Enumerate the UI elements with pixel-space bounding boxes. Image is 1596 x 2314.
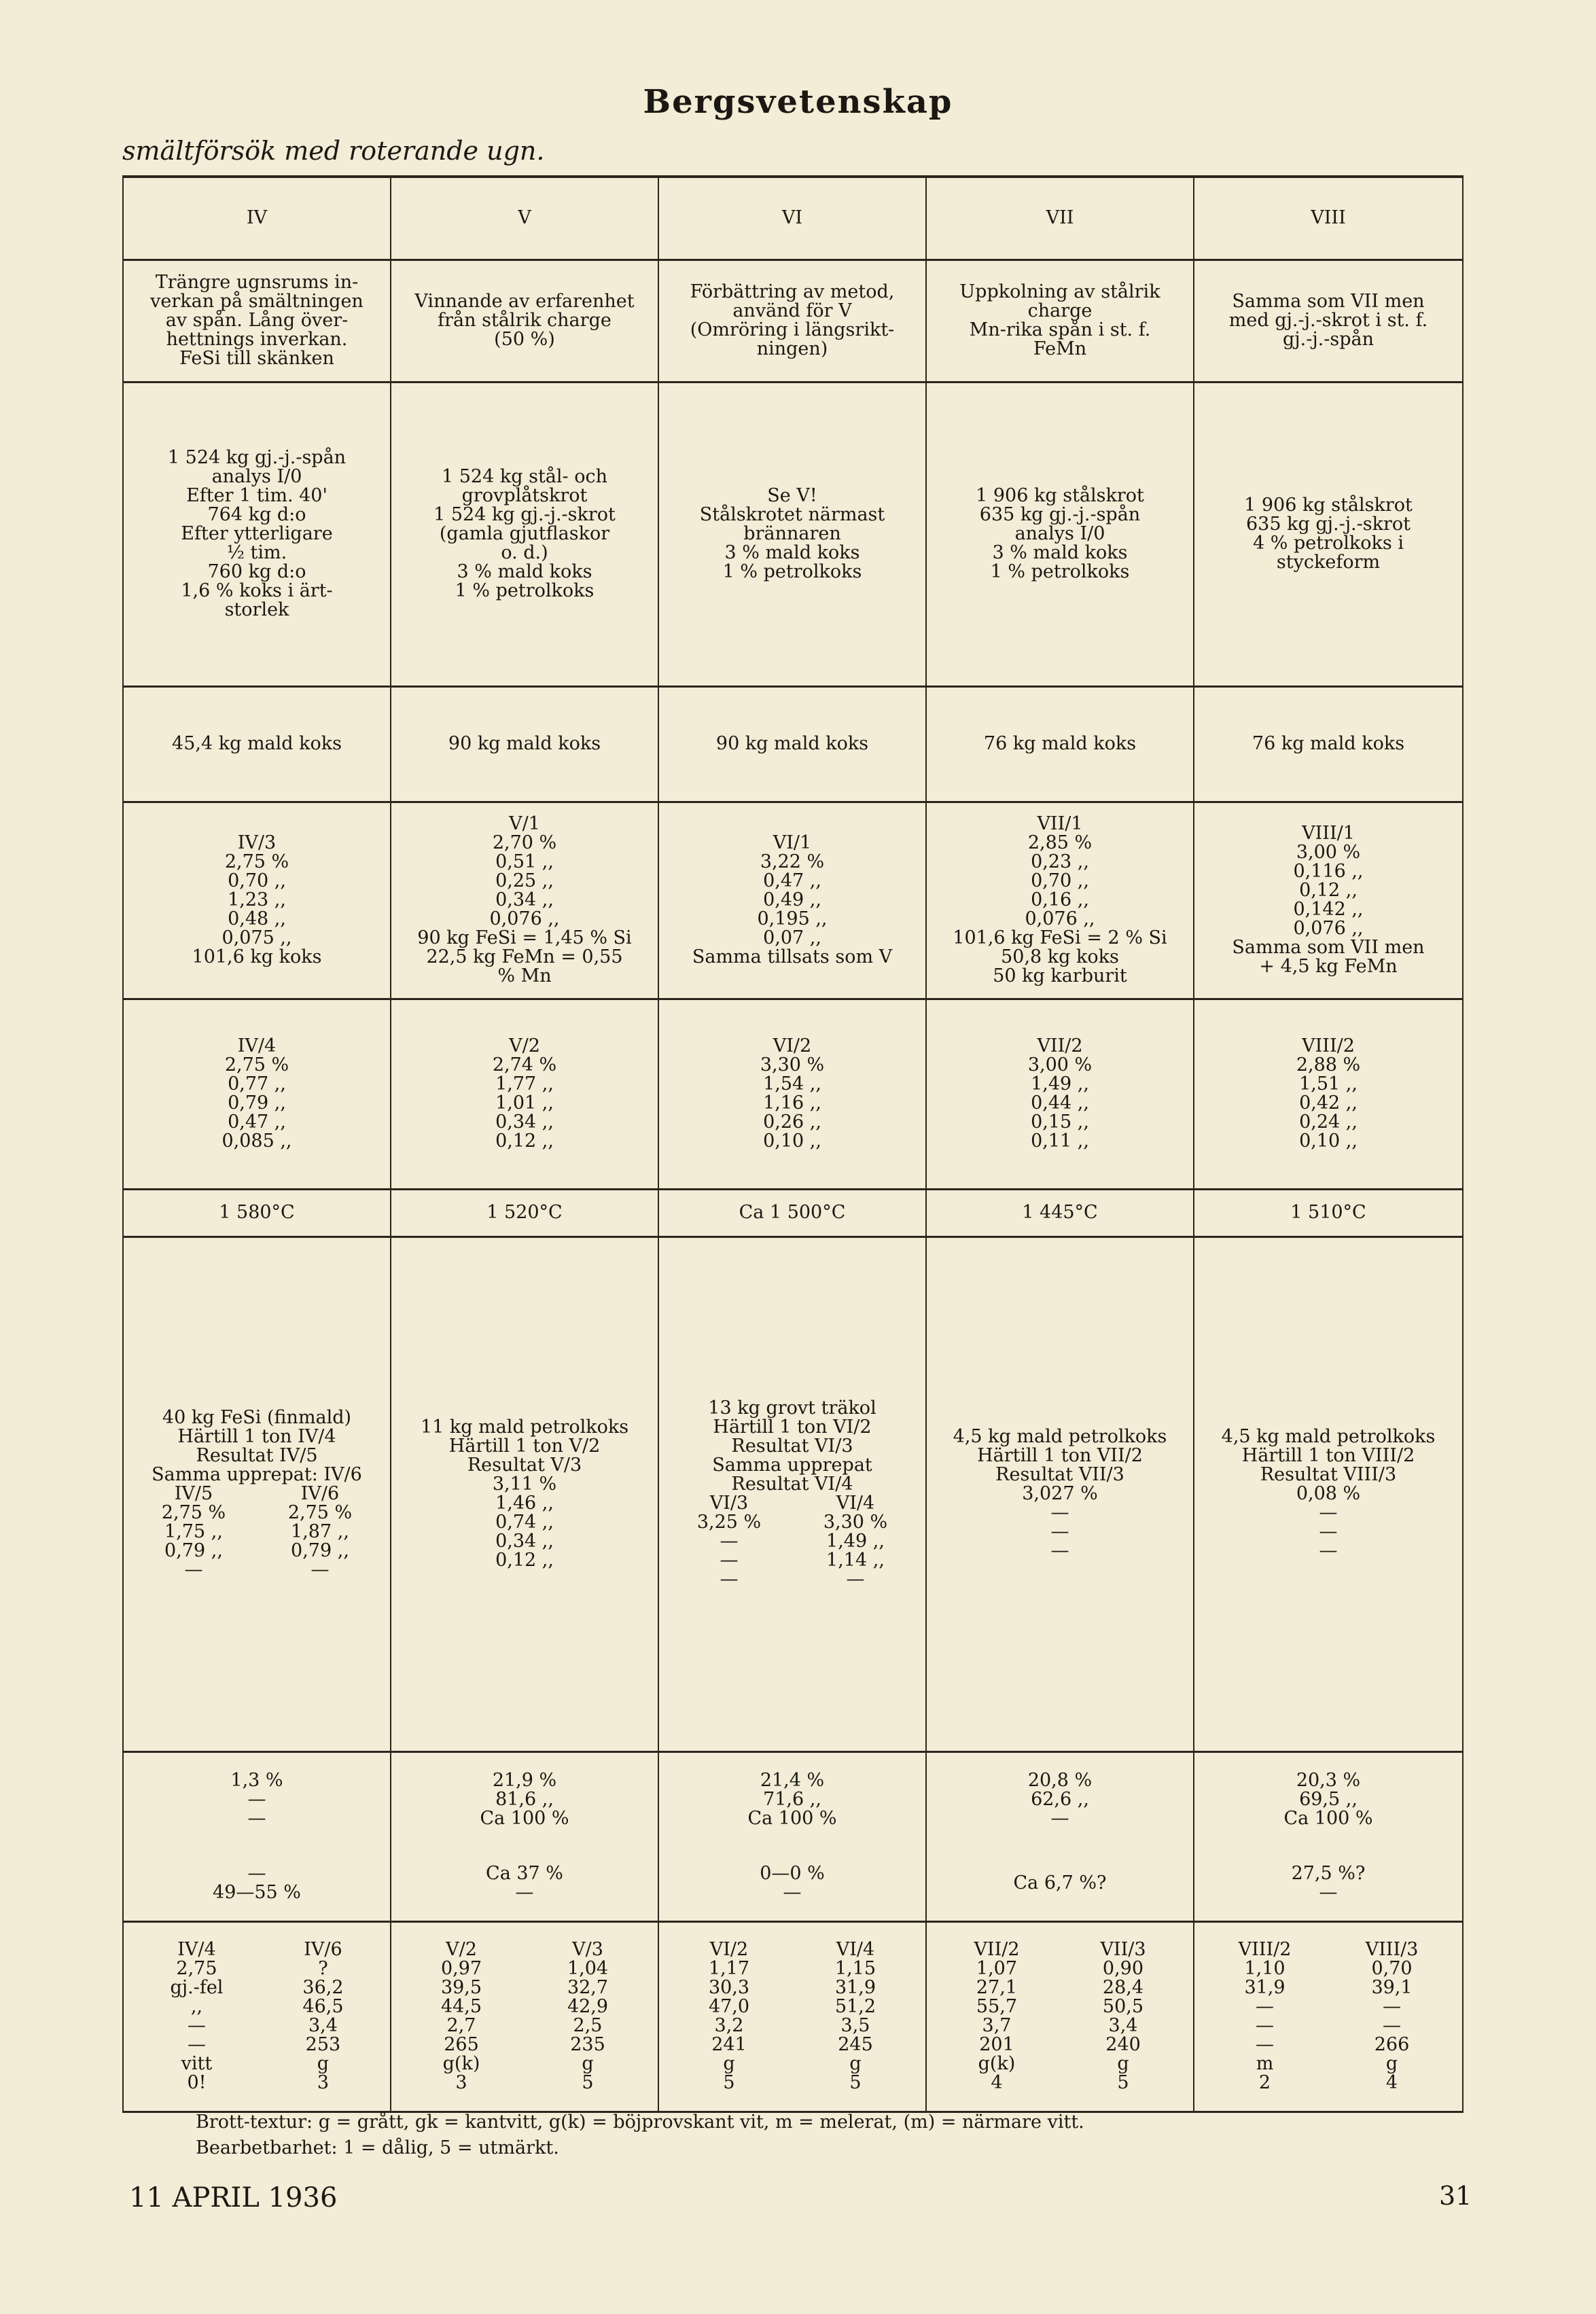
temperature-row xyxy=(123,1189,1463,1236)
analysis-cell: V/2 2,74 % 1,77 ,, 1,01 ,, 0,34 ,, 0,12 ,, xyxy=(391,999,658,1189)
treatment-cell xyxy=(123,1236,391,1751)
treatment-row xyxy=(123,1236,1463,1751)
analysis-cell: IV/4 2,75 % 0,77 ,, 0,79 ,, 0,47 ,, 0,085 ,, xyxy=(123,999,391,1189)
coke-cell: 90 kg mald koks xyxy=(658,686,926,802)
yield-cell: 21,4 % 71,6 ,, Ca 100 % xyxy=(658,1751,926,1847)
test-cell xyxy=(123,1921,391,2112)
table-subtitle: smältförsök med roterande ugn. xyxy=(122,136,545,166)
test-sub-left: VII/2 1,07 27,1 55,7 3,7 201 g(k) 4 xyxy=(974,1939,1020,2093)
test-cell xyxy=(926,1921,1194,2112)
temperature-cell: 1 520°C xyxy=(391,1189,658,1236)
purpose-cell: Samma som VII men med gj.-j.-skrot i st. f. gj.-j.-spån xyxy=(1194,260,1463,382)
analysis-2-row xyxy=(123,999,1463,1189)
test-sub-right: VI/4 1,15 31,9 51,2 3,5 245 g 5 xyxy=(834,1939,876,2093)
column-header: VII xyxy=(926,177,1194,260)
yield-cell: 20,8 % 62,6 ,, — xyxy=(926,1751,1194,1847)
treatment-sub-right: VI/4 3,30 % 1,49 ,, 1,14 ,, — xyxy=(823,1493,888,1590)
page-number: 31 xyxy=(1439,2181,1472,2211)
analysis-cell: VII/2 3,00 % 1,49 ,, 0,44 ,, 0,15 ,, 0,11 ,, xyxy=(926,999,1194,1189)
coke-cell: 90 kg mald koks xyxy=(391,686,658,802)
yield-cell: 20,3 % 69,5 ,, Ca 100 % xyxy=(1194,1751,1463,1847)
test-sub-left: VI/2 1,17 30,3 47,0 3,2 241 g 5 xyxy=(708,1939,750,2093)
test-cell xyxy=(658,1921,926,2112)
treatment-cell: 4,5 kg mald petrolkoks Härtill 1 ton VII/2 Resultat VII/3 3,027 % — — — xyxy=(926,1236,1194,1751)
treatment-cell xyxy=(658,1236,926,1751)
journal-header: Bergsvetenskap xyxy=(643,83,953,121)
analysis-cell: VIII/2 2,88 % 1,51 ,, 0,42 ,, 0,24 ,, 0,10 ,, xyxy=(1194,999,1463,1189)
treatment-sub-right: IV/6 2,75 % 1,87 ,, 0,79 ,, — xyxy=(287,1483,353,1580)
treatment-heading: 13 kg grovt träkol Härtill 1 ton VI/2 Resultat VI/3 Samma upprepat Resultat VI/4 xyxy=(708,1398,876,1495)
analysis-cell: V/1 2,70 % 0,51 ,, 0,25 ,, 0,34 ,, 0,076 ,, 90 kg FeSi = 1,45 % Si 22,5 kg FeMn = 0,55 % Mn xyxy=(391,802,658,999)
charge-cell: 1 524 kg gj.-j.-spån analys I/0 Efter 1 tim. 40' 764 kg d:o Efter ytterligare ½ tim. 760 kg d:o 1,6 % koks i ärt- storlek xyxy=(123,382,391,686)
column-header: VI xyxy=(658,177,926,260)
test-sub-right: VII/3 0,90 28,4 50,5 3,4 240 g 5 xyxy=(1100,1939,1146,2093)
column-header-row xyxy=(123,177,1463,260)
yield-row xyxy=(123,1751,1463,1847)
purpose-cell: Trängre ugnsrums in- verkan på smältningen av spån. Lång över- hettnings inverkan. FeSi till skänken xyxy=(123,260,391,382)
temperature-cell: Ca 1 500°C xyxy=(658,1189,926,1236)
analysis-cell: VI/1 3,22 % 0,47 ,, 0,49 ,, 0,195 ,, 0,07 ,, Samma tillsats som V xyxy=(658,802,926,999)
treatment-cell: 11 kg mald petrolkoks Härtill 1 ton V/2 Resultat V/3 3,11 % 1,46 ,, 0,74 ,, 0,34 ,, 0,12 ,, xyxy=(391,1236,658,1751)
analysis-cell: VIII/1 3,00 % 0,116 ,, 0,12 ,, 0,142 ,, 0,076 ,, Samma som VII men + 4,5 kg FeMn xyxy=(1194,802,1463,999)
analysis-cell: VI/2 3,30 % 1,54 ,, 1,16 ,, 0,26 ,, 0,10 ,, xyxy=(658,999,926,1189)
treatment-sub-left: VI/3 3,25 % — — — xyxy=(696,1493,762,1590)
purpose-cell: Vinnande av erfarenhet från stålrik charge (50 %) xyxy=(391,260,658,382)
test-sub-left: IV/4 2,75 gj.-fel ,, — — vitt 0! xyxy=(170,1939,224,2093)
test-sub-left: VIII/2 1,10 31,9 — — — m 2 xyxy=(1238,1939,1292,2093)
charge-cell: 1 524 kg stål- och grovplåtskrot 1 524 kg gj.-j.-skrot (gamla gjutflaskor o. d.) 3 % mald koks 1 % petrolkoks xyxy=(391,382,658,686)
treatment-sub-left: IV/5 2,75 % 1,75 ,, 0,79 ,, — xyxy=(161,1483,226,1580)
coke-cell: 45,4 kg mald koks xyxy=(123,686,391,802)
test-sub-left: V/2 0,97 39,5 44,5 2,7 265 g(k) 3 xyxy=(440,1939,482,2093)
loss-cell: Ca 37 % — xyxy=(391,1847,658,1921)
treatment-heading: 40 kg FeSi (finmald) Härtill 1 ton IV/4 Resultat IV/5 Samma upprepat: IV/6 xyxy=(152,1407,362,1485)
purpose-cell: Uppkolning av stålrik charge Mn-rika spån i st. f. FeMn xyxy=(926,260,1194,382)
temperature-cell: 1 510°C xyxy=(1194,1189,1463,1236)
analysis-1-row xyxy=(123,802,1463,999)
treatment-cell: 4,5 kg mald petrolkoks Härtill 1 ton VIII/2 Resultat VIII/3 0,08 % — — — xyxy=(1194,1236,1463,1751)
analysis-cell: VII/1 2,85 % 0,23 ,, 0,70 ,, 0,16 ,, 0,076 ,, 101,6 kg FeSi = 2 % Si 50,8 kg koks 50 kg karburit xyxy=(926,802,1194,999)
test-sub-right: VIII/3 0,70 39,1 — — 266 g 4 xyxy=(1365,1939,1419,2093)
coke-cell: 76 kg mald koks xyxy=(1194,686,1463,802)
charge-row xyxy=(123,382,1463,686)
footnote-texture: Brott-textur: g = grått, gk = kantvitt, g(k) = böjprovskant vit, m = melerat, (m) = närmare vitt. xyxy=(196,2112,1084,2133)
loss-cell: 0—0 % — xyxy=(658,1847,926,1921)
column-header: VIII xyxy=(1194,177,1463,260)
loss-cell: 27,5 %? — xyxy=(1194,1847,1463,1921)
charge-cell: 1 906 kg stålskrot 635 kg gj.-j.-spån analys I/0 3 % mald koks 1 % petrolkoks xyxy=(926,382,1194,686)
test-sub-right: V/3 1,04 32,7 42,9 2,5 235 g 5 xyxy=(567,1939,609,2093)
purpose-cell: Förbättring av metod, använd för V (Omröring i längsrikt- ningen) xyxy=(658,260,926,382)
test-row xyxy=(123,1921,1463,2112)
temperature-cell: 1 445°C xyxy=(926,1189,1194,1236)
purpose-row xyxy=(123,260,1463,382)
yield-cell: 21,9 % 81,6 ,, Ca 100 % xyxy=(391,1751,658,1847)
experiment-table xyxy=(122,175,1464,2113)
footnote-workability: Bearbetbarhet: 1 = dålig, 5 = utmärkt. xyxy=(196,2137,559,2158)
loss-cell: Ca 6,7 %? xyxy=(926,1847,1194,1921)
coke-row xyxy=(123,686,1463,802)
charge-cell: 1 906 kg stålskrot 635 kg gj.-j.-skrot 4 % petrolkoks i styckeform xyxy=(1194,382,1463,686)
test-cell xyxy=(391,1921,658,2112)
loss-row xyxy=(123,1847,1463,1921)
coke-cell: 76 kg mald koks xyxy=(926,686,1194,802)
charge-cell: Se V! Stålskrotet närmast brännaren 3 % mald koks 1 % petrolkoks xyxy=(658,382,926,686)
column-header: IV xyxy=(123,177,391,260)
column-header: V xyxy=(391,177,658,260)
issue-date: 11 APRIL 1936 xyxy=(129,2182,338,2213)
test-cell xyxy=(1194,1921,1463,2112)
temperature-cell: 1 580°C xyxy=(123,1189,391,1236)
loss-cell: — 49—55 % xyxy=(123,1847,391,1921)
test-sub-right: IV/6 ? 36,2 46,5 3,4 253 g 3 xyxy=(302,1939,344,2093)
yield-cell: 1,3 % — — xyxy=(123,1751,391,1847)
analysis-cell: IV/3 2,75 % 0,70 ,, 1,23 ,, 0,48 ,, 0,075 ,, 101,6 kg koks xyxy=(123,802,391,999)
